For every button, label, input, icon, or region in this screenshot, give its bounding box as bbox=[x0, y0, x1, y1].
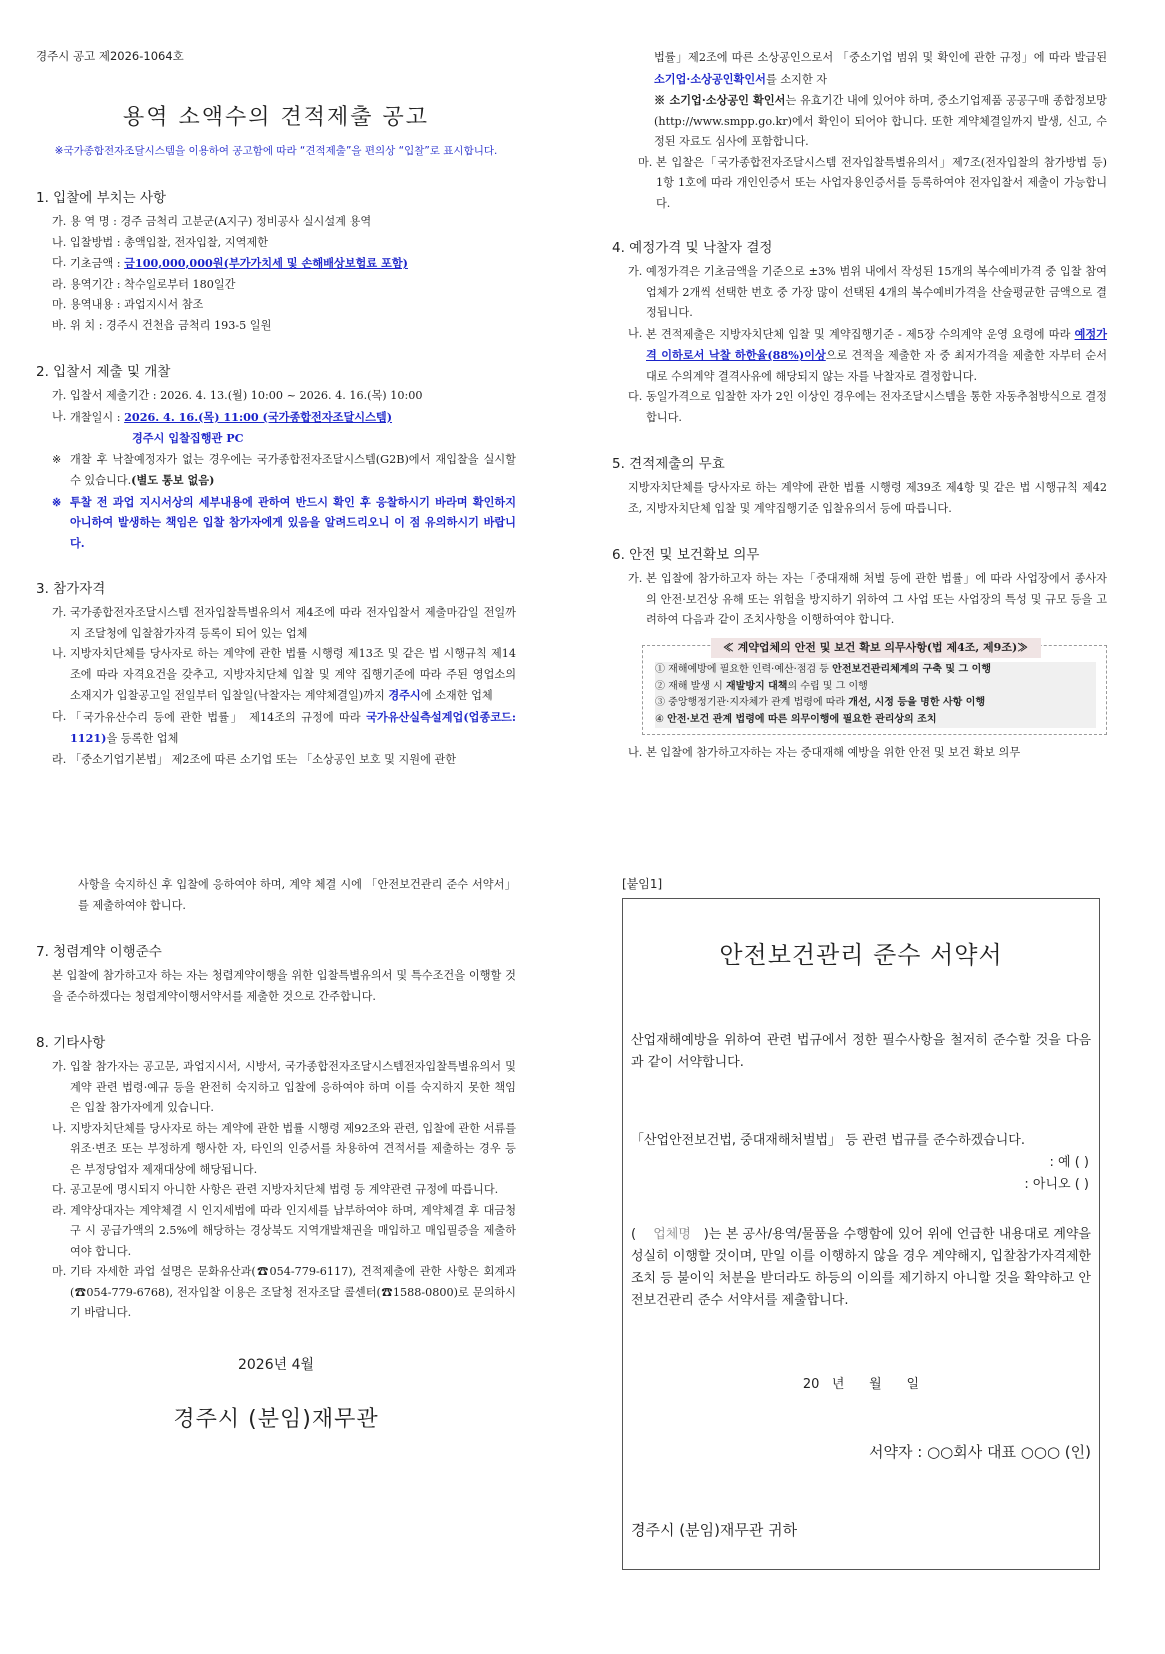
list-item: 나. 입찰방법 : 총액입찰, 전자입찰, 지역제한 bbox=[52, 235, 269, 249]
section-heading: 8. 기타사항 bbox=[36, 1035, 106, 1051]
page-title: 용역 소액수의 견적제출 공고 bbox=[122, 105, 429, 130]
note: ※ 소기업·소상공인 확인서는 유효기간 내에 있어야 하며, 중소기업제품 공공구매 종합정보망(http://www.smpp.go.kr)에서 확인이 되어야 합니다. 또한 계약체결일까지 발생, 신고, 수정된 자료도 심사에 포함합니다. bbox=[654, 93, 1107, 148]
section-2 bbox=[36, 360, 516, 553]
list-item: ① 재해예방에 필요한 인력·예산·점검 등 안전보건관리체계의 구축 및 그 이행 bbox=[655, 664, 991, 675]
section-5: 5. 견적제출의 무효 지방자치단체를 당사자로 하는 계약에 관한 법률 시행령 제39조 제4항 및 같은 법 시행규칙 제42조, 지방자치단체 입찰 및 계약집행기준 입찰유의서 등에 따릅니다. bbox=[612, 452, 1107, 519]
box-title: ≪ 계약업체의 안전 및 보건 확보 의무사항(법 제4조, 제9조)≫ bbox=[711, 638, 1041, 659]
paragraph: 사항을 숙지하신 후 입찰에 응하여야 하며, 계약 체결 시에 「안전보건관리 준수 서약서」를 제출하여야 합니다. bbox=[78, 878, 516, 912]
list-item: 다. 「국가유산수리 등에 관한 법률」 제14조의 규정에 따라 국가유산실측설계업(업종코드: 1121)을 등록한 업체 bbox=[52, 709, 516, 745]
list-item: 나. 개찰일시 : 2026. 4. 16.(목) 11:00 (국가종합전자조달시스템) 경주시 입찰집행관 PC bbox=[52, 409, 393, 445]
section-heading: 5. 견적제출의 무효 bbox=[612, 456, 725, 472]
list-item: ④ 안전·보건 관계 법령에 따른 의무이행에 필요한 관리상의 조치 bbox=[655, 713, 937, 725]
notice-part-1 bbox=[36, 48, 516, 794]
pledge-intro: 산업재해예방을 위하여 관련 법규에서 정한 필수사항을 철저히 준수할 것을 다음과 같이 서약합니다. bbox=[631, 1033, 1091, 1070]
subtitle-note: ※국가종합전자조달시스템을 이용하여 공고함에 따라 “견적제출”을 편의상 “입찰”로 표시합니다. bbox=[54, 145, 498, 157]
notice-part-3 bbox=[36, 875, 516, 1433]
list-item: 나. 지방자치단체를 당사자로 하는 계약에 관한 법률 시행령 제13조 및 같은 법 시행규칙 제14조에 따라 자격요건을 갖추고, 지방자치단체 입찰 및 계약 집행기준에 따라 주된 영업소의 소재지가 입찰공고일 전일부터 입찰일(낙찰자는 계약체결일)까지 경주시에 소재한 업체 bbox=[52, 647, 516, 702]
list-item: 라. 계약상대자는 계약체결 시 인지세법에 따라 인지세를 납부하여야 하며, 계약체결 후 대금청구 시 공급가액의 2.5%에 해당하는 경상북도 지역개발채권을 매입하고 매입필증을 제출하여야 합니다. bbox=[52, 1203, 516, 1258]
issuer-signature: 경주시 (분임)재무관 bbox=[173, 1406, 379, 1432]
addressee: 경주시 (분임)재무관 귀하 bbox=[631, 1521, 798, 1539]
list-item: ③ 중앙행정기관·지자체가 관계 법령에 따라 개선, 시정 등을 명한 사항 이행 bbox=[655, 697, 986, 708]
list-item: 다. 공고문에 명시되지 아니한 사항은 관련 지방자치단체 법령 등 계약관련 규정에 따릅니다. bbox=[52, 1183, 499, 1196]
list-item: 나. 지방자치단체를 당사자로 하는 계약에 관한 법률 시행령 제92조와 관련, 입찰에 관한 서류를 위조·변조 또는 부정하게 행사한 자, 타인의 인증서를 차용하여 견적서를 제출하는 경우 등은 부정당업자 제재대상에 해당됩니다. bbox=[52, 1121, 516, 1176]
pledge-body: ( 업체명 )는 본 공사/용역/물품을 수행함에 있어 위에 언급한 내용대로 계약을 성실히 이행할 것이며, 만일 이를 이행하지 않을 경우 계약해지, 입찰참가자격제한조치 등 불이익 처분을 받더라도 하등의 이의를 제기하지 아니할 것을 확약하고 안전보건관리 준수 서약서를 제출합니다. bbox=[631, 1227, 1091, 1308]
option-no: : 아니오 ( ) bbox=[1024, 1177, 1089, 1192]
pledge-title: 안전보건관리 준수 서약서 bbox=[719, 941, 1003, 969]
list-item: 라. 「중소기업기본법」 제2조에 따른 소기업 또는 「소상공인 보호 및 지원에 관한 bbox=[52, 752, 457, 766]
list-item: 다. 동일가격으로 입찰한 자가 2인 이상인 경우에는 전자조달시스템을 통한 자동추첨방식으로 결정합니다. bbox=[628, 390, 1107, 424]
duty-list bbox=[655, 662, 1096, 728]
list-item: 나. 본 견적제출은 지방자치단체 입찰 및 계약집행기준 - 제5장 수의계약 운영 요령에 따라 예정가격 이하로서 낙찰 하한율(88%)이상으로 견적을 제출한 자 중 최저가격을 제출한 자부터 순서대로 수의계약 결격사유에 해당되지 않는 자를 낙찰자로 결정합니다. bbox=[628, 326, 1108, 383]
notice-date: 2026년 4월 bbox=[237, 1356, 315, 1373]
list-item: 마. 용역내용 : 과업지시서 참조 bbox=[52, 298, 204, 311]
company-placeholder: 업체명 bbox=[653, 1227, 691, 1242]
section-heading: 7. 청렴계약 이행준수 bbox=[36, 944, 162, 960]
section-heading: 6. 안전 및 보건확보 의무 bbox=[612, 547, 760, 563]
attachment-pledge bbox=[622, 875, 1100, 1570]
section-1 bbox=[36, 186, 516, 336]
list-item: 가. 입찰 참가자는 공고문, 과업지시서, 시방서, 국가종합전자조달시스템전자입찰특별유의서 및 계약 관련 법령·예규 등을 완전히 숙지하고 입찰에 응하여야 하며 이를 숙지하지 못한 책임은 입찰 참가자에게 있습니다. bbox=[52, 1060, 516, 1114]
section-heading: 4. 예정가격 및 낙찰자 결정 bbox=[612, 240, 773, 256]
base-amount: 금100,000,000원(부가가치세 및 손해배상보험료 포함) bbox=[124, 256, 408, 270]
list-item: 다. 기초금액 : 금100,000,000원(부가가치세 및 손해배상보험료 포함) bbox=[52, 256, 408, 270]
section-7: 7. 청렴계약 이행준수 본 입찰에 참가하고자 하는 자는 청렴계약이행을 위한 입찰특별유의서 및 특수조건을 이행할 것을 준수하겠다는 청렴계약이행서약서를 제출한 것으로 간주합니다. bbox=[36, 940, 516, 1007]
list-item: 가. 예정가격은 기초금액을 기준으로 ±3% 범위 내에서 작성된 15개의 복수예비가격 중 입찰 참여 업체가 2개씩 선택한 번호 중 가장 많이 선택된 4개의 복수예비가격을 산술평균한 금액으로 결정됩니다. bbox=[628, 265, 1107, 319]
warning-note: ※ 투찰 전 과업 지시서상의 세부내용에 관하여 반드시 확인 후 응찰하시기 바라며 확인하지 아니하여 발생하는 책임은 입찰 참가자에게 있음을 알려드리오니 이 점 유의하시기 바랍니다. bbox=[52, 494, 516, 550]
pledge-law-statement: 「산업안전보건법, 중대재해처벌법」 등 관련 법규를 준수하겠습니다. bbox=[631, 1133, 1025, 1148]
attachment-label: [붙임1] bbox=[622, 877, 663, 891]
list-item: 가. 용 역 명 : 경주 금척리 고분군(A지구) 정비공사 실시설계 용역 bbox=[52, 215, 372, 228]
list-item: 가. 본 입찰에 참가하고자 하는 자는「중대재해 처벌 등에 관한 법률」에 따라 사업장에서 종사자의 안전·보건상 유해 또는 위험을 방지하기 위하여 그 사업 또는 사업장의 특성 및 규모 등을 고려하여 다음과 같이 조치사항을 이행하여야 합니다. bbox=[628, 572, 1107, 626]
paragraph: 법률」제2조에 따른 소상공인으로서 「중소기업 범위 및 확인에 관한 규정」에 따라 발급된 소기업·소상공인확인서를 소지한 자 bbox=[654, 51, 1107, 86]
note: ※ 개찰 후 낙찰예정자가 없는 경우에는 국가종합전자조달시스템(G2B)에서 재입찰을 실시할 수 있습니다.(별도 통보 없음) bbox=[52, 452, 516, 487]
list-item: ② 재해 발생 시 재발방지 대책의 수립 및 그 이행 bbox=[655, 680, 868, 692]
list-item: 마. 기타 자세한 과업 설명은 문화유산과(☎054-779-6117), 견적제출에 관한 사항은 회계과(☎054-779-6768), 전자입찰 이용은 조달청 전자조달 콜센터(☎1588-0800)로 문의하시기 바랍니다. bbox=[52, 1265, 516, 1319]
list-item: 가. 국가종합전자조달시스템 전자입찰특별유의서 제4조에 따라 전자입찰서 제출마감일 전일까지 조달청에 입찰참가자격 등록이 되어 있는 업체 bbox=[52, 606, 516, 640]
section-6 bbox=[612, 543, 1107, 764]
pledge-date: 20 년 월 일 bbox=[802, 1377, 920, 1392]
pledger-signature: 서약자 : ○○회사 대표 ○○○ (인) bbox=[869, 1443, 1091, 1461]
section-3 bbox=[36, 577, 516, 770]
list-item: 가. 입찰서 제출기간 : 2026. 4. 13.(월) 10:00 ~ 2026. 4. 16.(목) 10:00 bbox=[52, 389, 423, 402]
notice-number: 경주시 공고 제2026-1064호 bbox=[36, 49, 184, 63]
section-heading: 2. 입찰서 제출 및 개찰 bbox=[36, 364, 171, 380]
section-4 bbox=[612, 236, 1107, 428]
list-item: 라. 용역기간 : 착수일로부터 180일간 bbox=[52, 277, 236, 291]
pledge-form bbox=[622, 898, 1100, 1570]
list-item: 바. 위 치 : 경주시 건천읍 금척리 193-5 일원 bbox=[52, 318, 272, 332]
list-item: 나. 본 입찰에 참가하고자하는 자는 중대재해 예방을 위한 안전 및 보건 확보 의무 bbox=[628, 746, 1021, 759]
safety-duty-box bbox=[642, 640, 1107, 736]
option-yes: : 예 ( ) bbox=[1049, 1155, 1089, 1170]
notice-part-2 bbox=[612, 48, 1107, 788]
list-item: 마. 본 입찰은「국가종합전자조달시스템 전자입찰특별유의서」제7조(전자입찰의 참가방법 등) 1항 1호에 따라 개인인증서 또는 사업자용인증서를 등록하여야 전자입찰서 제출이 가능합니다. bbox=[638, 155, 1107, 210]
section-8 bbox=[36, 1031, 516, 1324]
section-heading: 3. 참가자격 bbox=[36, 581, 106, 597]
section-heading: 1. 입찰에 부치는 사항 bbox=[36, 190, 167, 206]
